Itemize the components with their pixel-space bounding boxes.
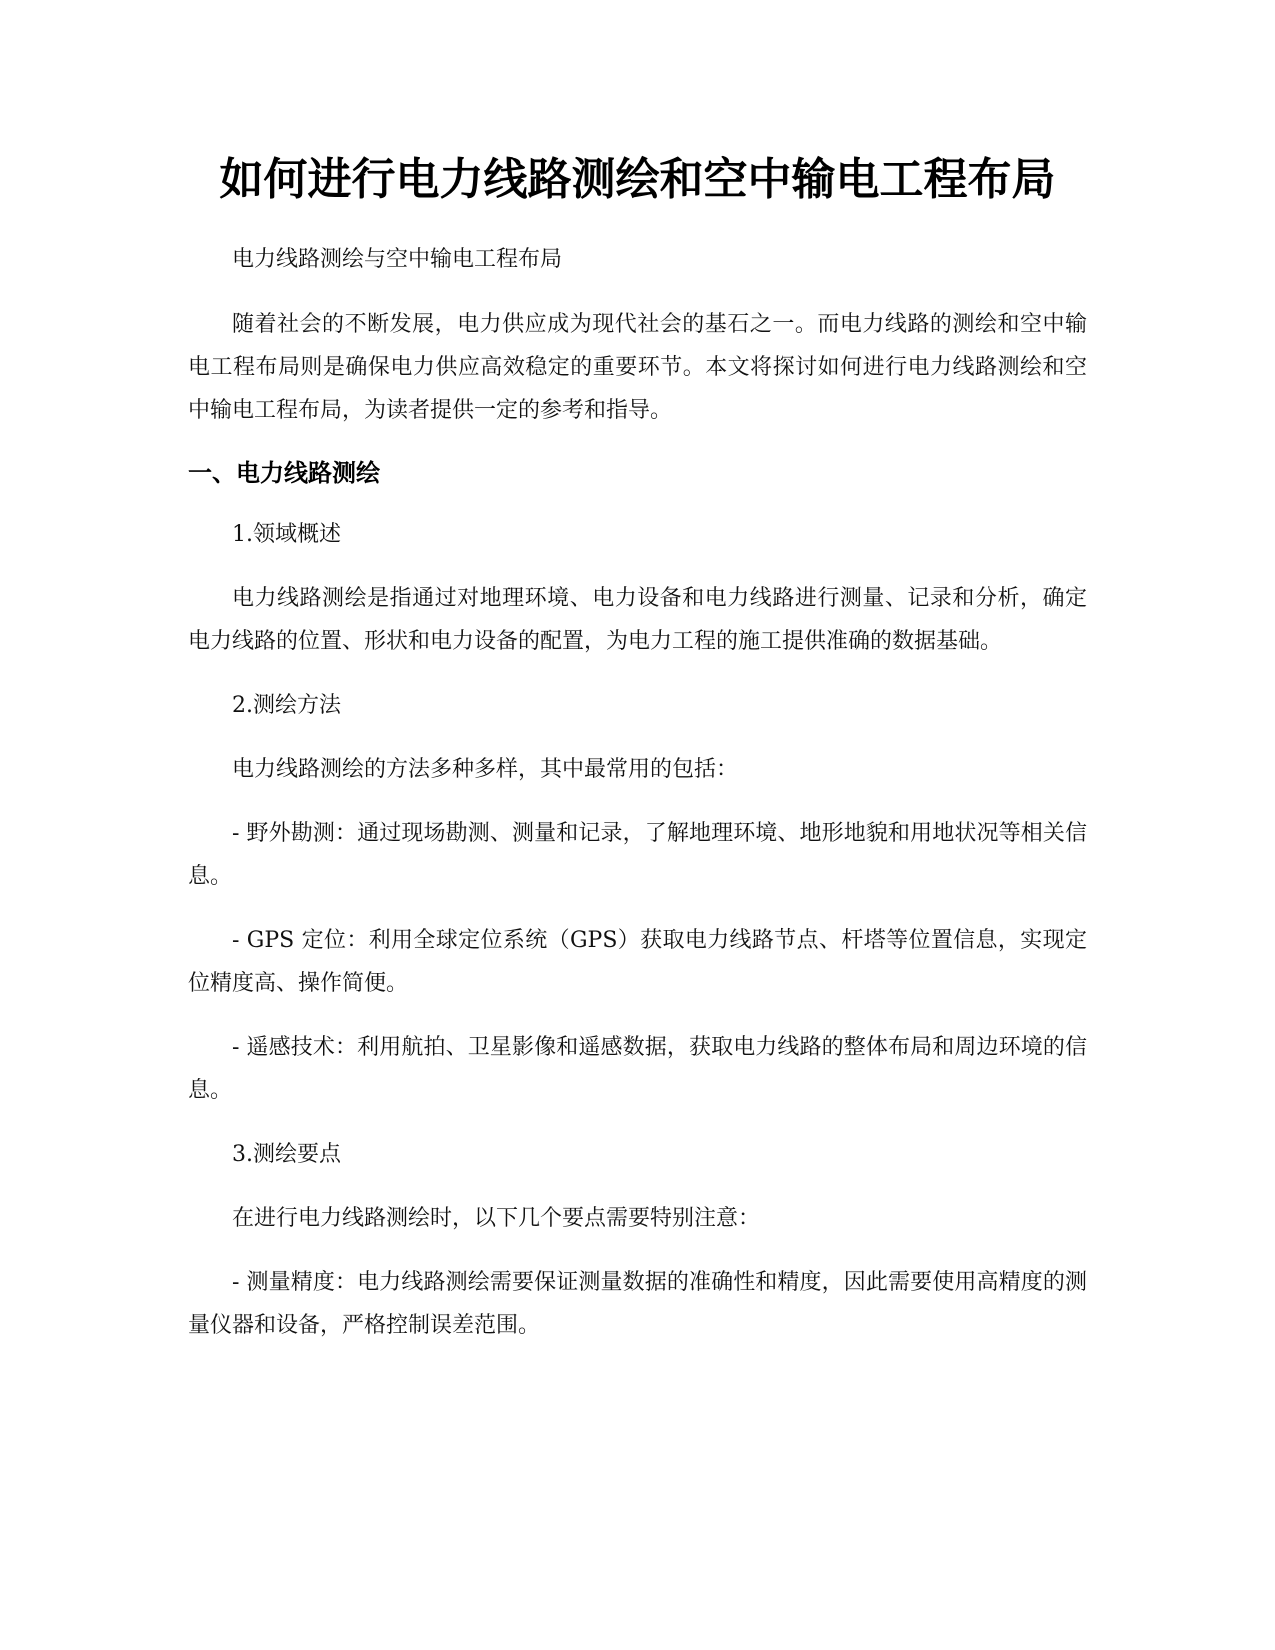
subsection-title: 3.测绘要点 <box>232 1142 341 1167</box>
paragraph: 电力线路测绘是指通过对地理环境、电力设备和电力线路进行测量、记录和分析，确定电力线路的位置、形状和电力设备的配置，为电力工程的施工提供准确的数据基础。 <box>188 586 1087 654</box>
subsection-title: 2.测绘方法 <box>232 693 341 718</box>
list-item: - GPS 定位：利用全球定位系统（GPS）获取电力线路节点、杆塔等位置信息，实现定位精度高、操作简便。 <box>188 928 1087 996</box>
paragraph: 电力线路测绘的方法多种多样，其中最常用的包括： <box>232 757 739 782</box>
list-item: - 测量精度：电力线路测绘需要保证测量数据的准确性和精度，因此需要使用高精度的测量仪器和设备，严格控制误差范围。 <box>188 1270 1087 1338</box>
list-item: - 遥感技术：利用航拍、卫星影像和遥感数据，获取电力线路的整体布局和周边环境的信息。 <box>188 1035 1087 1103</box>
document-title: 如何进行电力线路测绘和空中输电工程布局 <box>219 154 1056 205</box>
section-heading: 一、电力线路测绘 <box>188 459 380 487</box>
subsection-title: 1.领域概述 <box>232 522 341 547</box>
list-item: - 野外勘测：通过现场勘测、测量和记录，了解地理环境、地形地貌和用地状况等相关信息。 <box>188 821 1087 889</box>
intro-paragraph: 随着社会的不断发展，电力供应成为现代社会的基石之一。而电力线路的测绘和空中输电工程布局则是确保电力供应高效稳定的重要环节。本文将探讨如何进行电力线路测绘和空中输电工程布局，为读者提供一定的参考和指导。 <box>188 312 1087 423</box>
document-body <box>188 238 1087 1347</box>
paragraph: 在进行电力线路测绘时，以下几个要点需要特别注意： <box>232 1206 761 1231</box>
document-subtitle: 电力线路测绘与空中输电工程布局 <box>232 247 563 272</box>
